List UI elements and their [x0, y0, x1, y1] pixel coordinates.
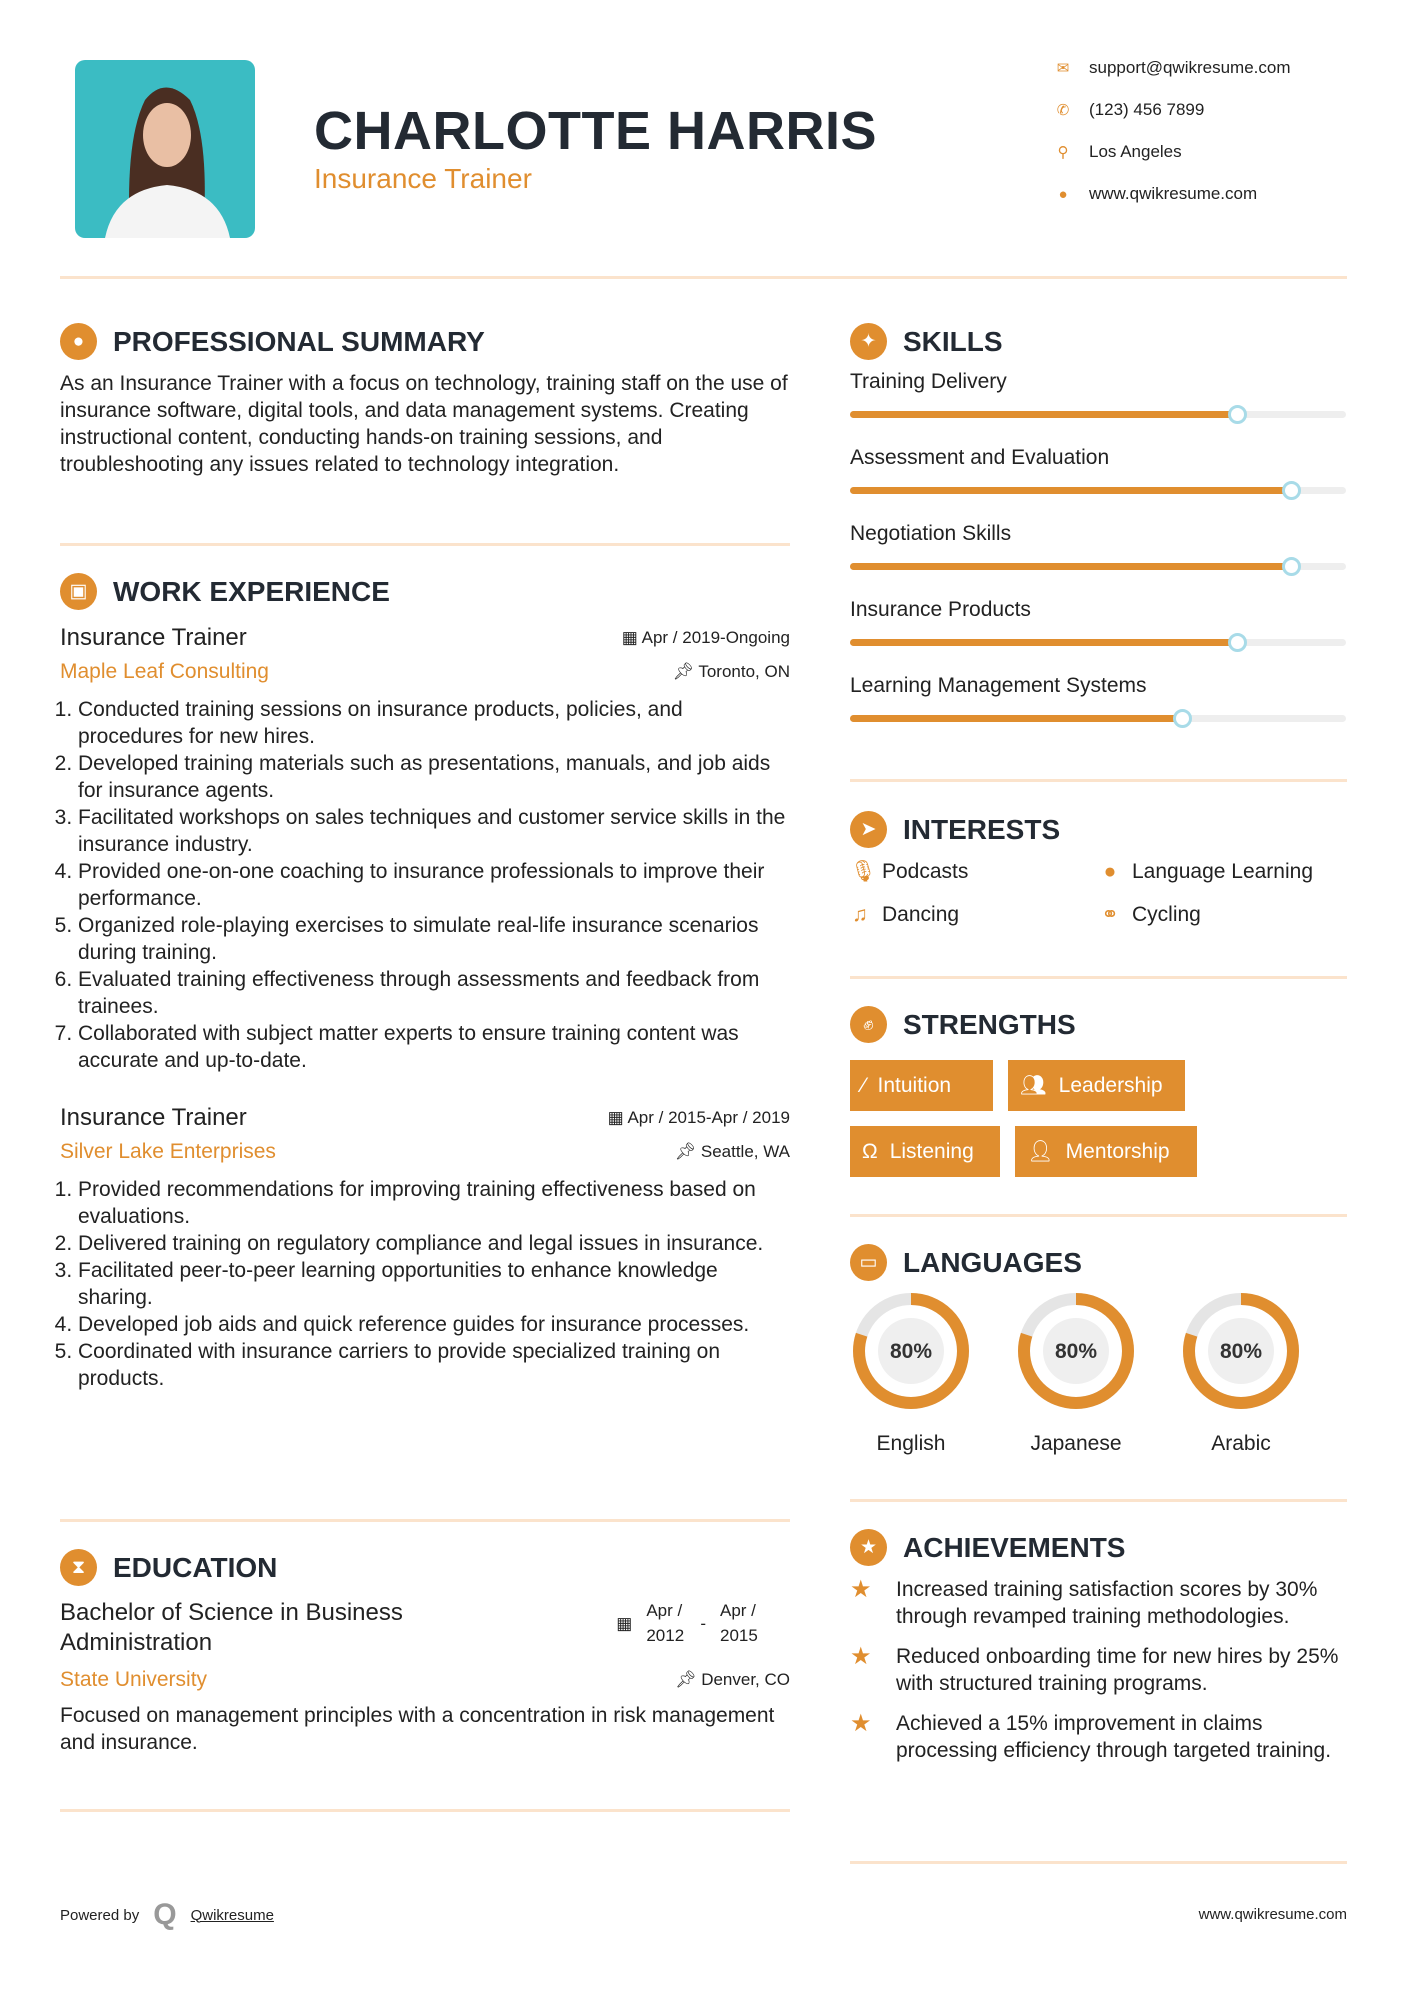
- candidate-role: Insurance Trainer: [314, 163, 532, 194]
- tag-label: Listening: [889, 1139, 974, 1163]
- achievement-item: [850, 1576, 1347, 1630]
- footer-url[interactable]: www.qwikresume.com: [1198, 1906, 1347, 1923]
- website-text: www.qwikresume.com: [1089, 184, 1258, 203]
- skill-item: [850, 522, 1347, 598]
- section-title: LANGUAGES: [903, 1246, 1082, 1278]
- job-entry: [60, 1104, 790, 1392]
- language-label: Arabic: [1211, 1432, 1271, 1455]
- job-title: Insurance Trainer: [60, 624, 247, 651]
- language-item: [1180, 1290, 1302, 1456]
- skill-item: [850, 446, 1347, 522]
- skill-label: Insurance Products: [850, 598, 1031, 621]
- skill-bar: [850, 715, 1346, 722]
- job-duties: [60, 1176, 790, 1392]
- calendar-icon: ▦: [616, 1613, 633, 1633]
- skill-knob: [1173, 709, 1192, 728]
- contact-phone: [1055, 100, 1204, 120]
- divider: [60, 1809, 790, 1812]
- job-title: Insurance Trainer: [60, 1104, 247, 1131]
- interest-podcasts: [850, 860, 1100, 884]
- divider: [60, 1519, 790, 1522]
- date-text: Apr / 2015-Apr / 2019: [627, 1108, 790, 1127]
- headphones-icon: Ω: [862, 1139, 878, 1163]
- star-badge-icon: ★: [850, 1529, 887, 1566]
- job-location: [675, 1142, 790, 1162]
- skills-section: [850, 323, 1347, 750]
- interest-cycling: [1100, 902, 1350, 927]
- interests-section: [850, 811, 1347, 927]
- skill-bar: [850, 639, 1346, 646]
- skill-knob: [1228, 633, 1247, 652]
- magic-wand-icon: ⁄: [862, 1073, 866, 1097]
- strength-tag: [850, 1060, 993, 1111]
- achievement-text: Increased training satisfaction scores by 30% through revamped training methodologies.: [896, 1578, 1318, 1628]
- end-date: Apr / 2015: [720, 1601, 758, 1645]
- strength-tag: [1015, 1126, 1197, 1177]
- globe-icon: ●: [1103, 860, 1117, 883]
- job-date: [622, 628, 790, 648]
- contact-location: [1055, 142, 1182, 162]
- star-icon: ★: [850, 1643, 872, 1670]
- tag-label: Mentorship: [1065, 1139, 1170, 1163]
- achievement-text: Achieved a 15% improvement in claims processing efficiency through targeted training.: [896, 1712, 1332, 1762]
- education-description: Focused on management principles with a concentration in risk management and insurance.: [60, 1704, 775, 1754]
- interest-label: Dancing: [882, 902, 960, 926]
- list-item: 1. Conducted training sessions on insurance products, policies, and procedures for new hires.: [78, 696, 790, 750]
- experience-section: [60, 573, 790, 1392]
- calendar-icon: ▦: [621, 628, 642, 647]
- skill-item: [850, 598, 1347, 674]
- section-title: STRENGTHS: [903, 1008, 1076, 1040]
- interest-dancing: [850, 902, 1100, 927]
- location-text: Toronto, ON: [698, 662, 790, 681]
- calendar-icon: ▦: [607, 1108, 628, 1127]
- section-title: ACHIEVEMENTS: [903, 1531, 1126, 1563]
- divider: [850, 1499, 1347, 1502]
- brand-link[interactable]: Qwikresume: [190, 1906, 274, 1924]
- list-item: 5. Organized role-playing exercises to simulate real-life insurance scenarios during training.: [78, 912, 790, 966]
- tag-label: Intuition: [877, 1073, 952, 1097]
- language-item: [850, 1290, 972, 1456]
- user-icon: ●: [60, 323, 97, 360]
- skill-label: Negotiation Skills: [850, 522, 1012, 545]
- skill-label: Training Delivery: [850, 370, 1007, 393]
- achievement-item: [850, 1643, 1347, 1697]
- job-date: [608, 1108, 790, 1128]
- language-label: English: [876, 1432, 946, 1455]
- phone-icon: ✆: [1056, 102, 1070, 119]
- location-text: Denver, CO: [701, 1670, 790, 1689]
- skill-fill: [850, 411, 1237, 418]
- skill-fill: [850, 487, 1291, 494]
- paper-plane-icon: ➤: [850, 811, 887, 848]
- pushpin-icon: 📌︎: [674, 1142, 701, 1161]
- section-title: SKILLS: [903, 325, 1003, 357]
- powered-by-text: Powered by: [60, 1906, 140, 1924]
- section-title: INTERESTS: [903, 813, 1061, 845]
- tag-label: Leadership: [1058, 1073, 1163, 1097]
- skill-fill: [850, 639, 1237, 646]
- education-location: [675, 1670, 790, 1690]
- list-item: 4. Developed job aids and quick reference guides for insurance processes.: [78, 1311, 790, 1338]
- bicycle-icon: ⚭: [1101, 903, 1119, 926]
- profile-photo: [75, 60, 255, 238]
- interest-language-learning: [1100, 860, 1350, 884]
- start-date: Apr / 2012: [646, 1601, 685, 1645]
- location-text: Seattle, WA: [700, 1142, 790, 1161]
- candidate-name: CHARLOTTE HARRIS: [314, 101, 877, 161]
- degree: Bachelor of Science in Business Administration: [60, 1599, 403, 1656]
- skill-knob: [1282, 481, 1301, 500]
- briefcase-icon: ▣: [60, 573, 97, 610]
- company-name: Silver Lake Enterprises: [60, 1140, 276, 1163]
- pushpin-icon: 📌︎: [674, 1670, 702, 1689]
- language-percent: 80%: [889, 1340, 933, 1363]
- language-item: [1015, 1290, 1137, 1456]
- divider: [850, 976, 1347, 979]
- list-item: 4. Provided one-on-one coaching to insurance professionals to improve their performance.: [78, 858, 790, 912]
- section-title: WORK EXPERIENCE: [113, 575, 390, 607]
- job-duties: [60, 696, 790, 1074]
- translate-icon: ▭: [850, 1244, 887, 1281]
- list-item: 1. Provided recommendations for improving training effectiveness based on evaluations.: [78, 1176, 790, 1230]
- list-item: 3. Facilitated workshops on sales techniques and customer service skills in the insurance industry.: [78, 804, 790, 858]
- interest-label: Podcasts: [882, 860, 969, 883]
- pushpin-icon: 📌︎: [672, 662, 699, 681]
- list-item: 2. Developed training materials such as presentations, manuals, and job aids for insurance agents.: [78, 750, 790, 804]
- education-date: [616, 1598, 760, 1648]
- skill-knob: [1282, 557, 1301, 576]
- user-plus-icon: 👤︎: [1027, 1139, 1054, 1163]
- school-name: State University: [60, 1668, 208, 1691]
- list-item: 6. Evaluated training effectiveness through assessments and feedback from trainees.: [78, 966, 790, 1020]
- email-text: support@qwikresume.com: [1089, 58, 1291, 77]
- location-text: Los Angeles: [1089, 142, 1182, 161]
- section-title: PROFESSIONAL SUMMARY: [113, 325, 485, 357]
- graduate-icon: ⧗: [60, 1549, 97, 1586]
- music-note-icon: ♫: [852, 902, 868, 926]
- achievement-text: Reduced onboarding time for new hires by 25% with structured training programs.: [896, 1645, 1339, 1695]
- section-title: EDUCATION: [113, 1551, 278, 1583]
- summary-text: As an Insurance Trainer with a focus on technology, training staff on the use of insurance software, digital tools, and data management systems. Creating instructional content, conducting hands-on training sessions, and troubleshooting any issues related to technology integration.: [60, 372, 788, 476]
- microphone-icon: 🎙︎: [850, 860, 877, 883]
- skill-label: Assessment and Evaluation: [850, 446, 1110, 469]
- qwikresume-logo-icon: Q: [153, 1898, 177, 1931]
- date-dash: -: [700, 1613, 706, 1633]
- skill-knob: [1228, 405, 1247, 424]
- company-name: Maple Leaf Consulting: [60, 660, 269, 683]
- education-section: [60, 1549, 790, 1756]
- list-item: 3. Facilitated peer-to-peer learning opportunities to enhance knowledge sharing.: [78, 1257, 790, 1311]
- list-item: 2. Delivered training on regulatory compliance and legal issues in insurance.: [78, 1230, 790, 1257]
- achievement-item: [850, 1710, 1347, 1764]
- skill-bar: [850, 487, 1346, 494]
- footer-powered: [60, 1898, 274, 1932]
- skill-item: [850, 674, 1347, 750]
- achievements-section: [850, 1529, 1347, 1764]
- star-icon: ★: [850, 1576, 872, 1603]
- interest-label: Language Learning: [1132, 860, 1314, 883]
- language-label: Japanese: [1030, 1432, 1122, 1455]
- skill-fill: [850, 563, 1291, 570]
- list-item: 5. Coordinated with insurance carriers to provide specialized training on products.: [78, 1338, 790, 1392]
- phone-text: (123) 456 7899: [1089, 100, 1205, 119]
- language-ring: [1015, 1290, 1137, 1412]
- language-percent: 80%: [1219, 1340, 1263, 1363]
- skill-item: [850, 370, 1347, 446]
- job-entry: [60, 624, 790, 1074]
- language-percent: 80%: [1054, 1340, 1098, 1363]
- job-location: [672, 662, 790, 682]
- language-ring: [1180, 1290, 1302, 1412]
- list-item: 7. Collaborated with subject matter experts to ensure training content was accurate and up-to-date.: [78, 1020, 790, 1074]
- skill-label: Learning Management Systems: [850, 674, 1147, 697]
- languages-section: [850, 1244, 1347, 1484]
- lightbulb-icon: ✦: [850, 323, 887, 360]
- header-divider: [60, 276, 1347, 279]
- interest-label: Cycling: [1132, 902, 1201, 926]
- strength-tag: [1008, 1060, 1185, 1111]
- star-icon: ★: [850, 1710, 872, 1737]
- skill-bar: [850, 411, 1346, 418]
- globe-icon: ●: [1058, 185, 1068, 203]
- divider: [850, 779, 1347, 782]
- divider: [850, 1214, 1347, 1217]
- envelope-icon: ✉: [1056, 60, 1070, 77]
- language-ring: [850, 1290, 972, 1412]
- divider: [850, 1861, 1347, 1864]
- contact-email[interactable]: [1055, 58, 1291, 78]
- users-icon: 👥︎: [1020, 1073, 1047, 1097]
- skill-fill: [850, 715, 1182, 722]
- map-pin-icon: ⚲: [1057, 144, 1069, 161]
- strengths-section: [850, 1006, 1347, 1186]
- fist-icon: ✊︎: [850, 1006, 887, 1043]
- divider: [60, 543, 790, 546]
- strength-tag: [850, 1126, 1000, 1177]
- date-text: Apr / 2019-Ongoing: [641, 628, 790, 647]
- summary-section: [60, 323, 790, 478]
- skill-bar: [850, 563, 1346, 570]
- contact-website[interactable]: [1055, 184, 1257, 204]
